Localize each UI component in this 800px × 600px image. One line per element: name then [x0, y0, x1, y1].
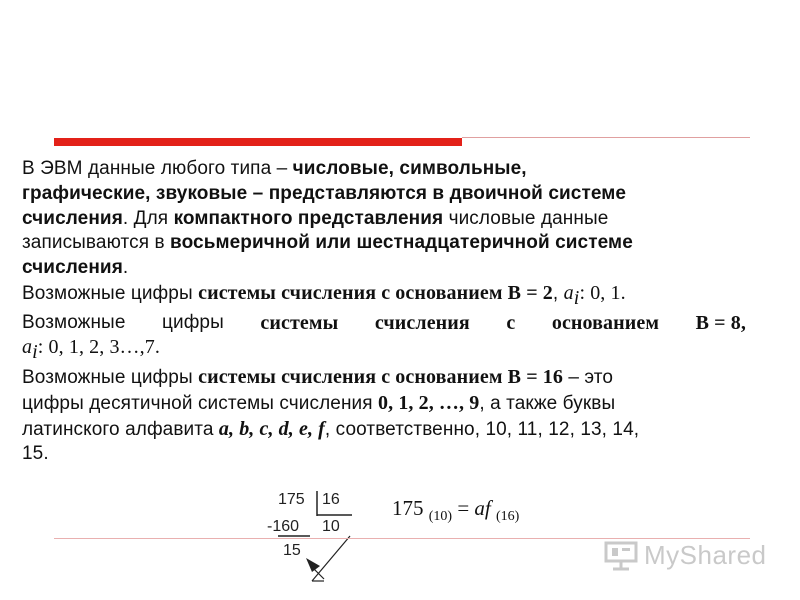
base16-line [22, 442, 762, 467]
text-run: цифры десятичной системы счисления [22, 392, 379, 414]
formula-equals: = [452, 496, 475, 520]
text-run: , соответственно, 10, 11, 12, 13, 14, [324, 418, 640, 440]
text-run-bold: с [506, 311, 516, 334]
base8-digits-line [22, 335, 762, 365]
text-run-bold: счисления [22, 257, 123, 279]
formula-rhs: af [474, 496, 491, 520]
digit-variable: a [22, 336, 33, 359]
formula-rhs-base: (16) [496, 509, 520, 525]
quotient: 10 [322, 518, 340, 535]
text-run: : 0, 1, 2, 3…,7. [37, 336, 160, 359]
base2-line [22, 281, 762, 311]
arrow-line [312, 536, 350, 581]
text-line [22, 207, 762, 232]
text-run-bold: основанием [551, 311, 660, 334]
text-run: В ЭВМ данные любого типа – [22, 158, 293, 179]
text-run: , а также буквы [479, 392, 616, 414]
base16-line [22, 365, 762, 391]
text-line [22, 182, 762, 207]
watermark-logo [604, 538, 767, 572]
text-run: – это [563, 366, 614, 388]
base16-line [22, 391, 762, 417]
digit-variable-index: i [573, 286, 580, 309]
text-run: . [122, 257, 129, 279]
dividend: 175 [278, 491, 305, 508]
logo-text: MyShared [644, 539, 767, 570]
text-run-bold: счисления [22, 207, 123, 229]
long-division-svg [256, 486, 372, 586]
text-run-bold: a, b, c, d, e, f [218, 417, 325, 440]
text-run-bold: 0, 1, 2, …, 9 [378, 391, 480, 414]
text-run-bold: B = 8, [695, 311, 746, 334]
text-run-bold: числовые, символьные, [292, 158, 527, 179]
formula-lhs: 175 [392, 496, 424, 520]
text-run-bold: системы счисления с основанием B = 2 [198, 281, 553, 304]
digit-variable-index: i [32, 341, 38, 364]
subtrahend: -160 [267, 518, 300, 535]
digit-variable: a [563, 281, 574, 304]
text-run: латинского алфавита [22, 418, 219, 440]
formula-lhs-base: (10) [428, 509, 453, 525]
text-run-bold: счисления [374, 311, 470, 334]
header-accent-bar [54, 138, 462, 146]
text-run: Возможные цифры [22, 282, 199, 304]
base8-line [22, 311, 746, 336]
text-line [22, 231, 762, 256]
text-run: 15. [22, 443, 49, 465]
text-run: , [552, 282, 564, 304]
conversion-formula [392, 496, 519, 525]
text-line [22, 256, 762, 281]
long-division-figure [256, 486, 372, 586]
text-run: Возможные цифры [22, 366, 199, 388]
base16-line [22, 417, 762, 443]
remainder: 15 [283, 542, 301, 559]
text-run-bold: системы счисления с основанием B = 16 [198, 365, 563, 388]
text-run-bold: графические, звуковые – представляются в двоичной системе [22, 182, 627, 204]
projector-screen-icon [604, 539, 640, 571]
text-line [22, 157, 762, 182]
text-run: : 0, 1. [579, 281, 626, 304]
text-run: числовые данные [443, 207, 609, 229]
text-run-bold: компактного представления [173, 207, 444, 229]
slide-body-text [22, 157, 762, 467]
arrow-head-icon [306, 558, 320, 572]
text-run-bold: восьмеричной или шестнадцатеричной системе [170, 232, 633, 254]
text-run: . Для [122, 207, 174, 229]
text-run-bold: системы [260, 311, 339, 334]
text-run: записываются в [22, 232, 171, 254]
divisor: 16 [322, 491, 340, 508]
header-rule [462, 137, 750, 138]
text-run: Возможные [22, 311, 126, 333]
text-run: цифры [162, 311, 224, 333]
